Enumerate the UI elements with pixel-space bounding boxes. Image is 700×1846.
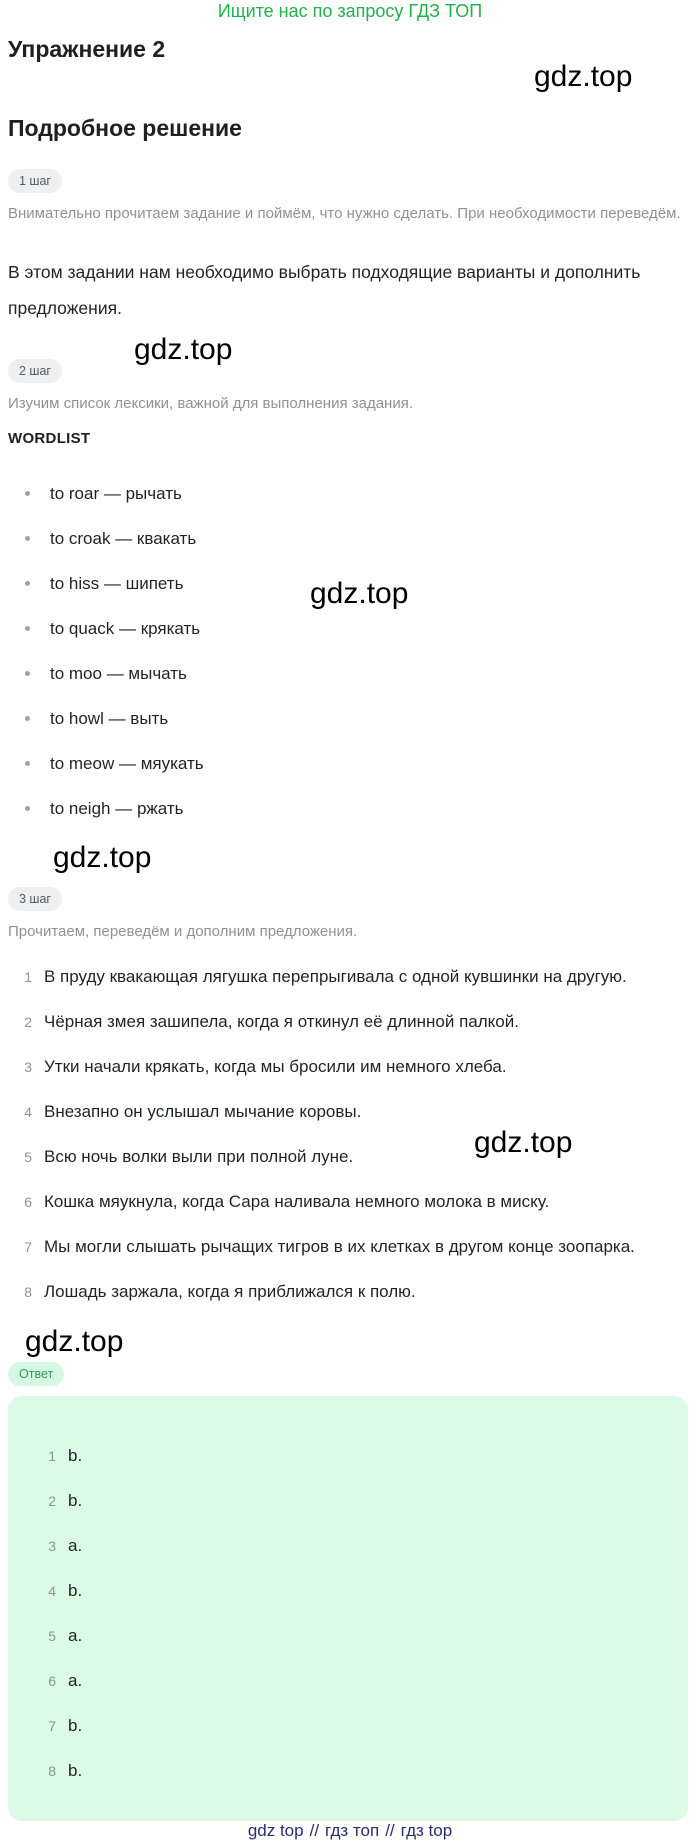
answer-row: 7 b. [48,1716,83,1735]
sentence-row: 7 Мы могли слышать рычащих тигров в их клетках в другом конце зоопарка. [24,1237,635,1256]
footer-links [0,1821,700,1841]
bullet-icon [25,626,30,631]
wordlist-item: to moo — мычать [25,662,187,686]
wordlist-item: to croak — квакать [25,527,196,551]
answer-row: 8 b. [48,1761,83,1780]
wordlist-item: to meow — мяукать [25,752,204,776]
wordlist-item: to neigh — ржать [25,797,184,821]
footer-link[interactable]: гдз топ [325,1821,380,1840]
wordlist-title: WORDLIST [8,430,91,447]
footer-separator: // [309,1821,320,1840]
sentence-row: 2 Чёрная змея зашипела, когда я откинул её длинной палкой. [24,1012,519,1031]
bullet-icon [25,806,30,811]
step-2-hint: Изучим список лексики, важной для выполнения задания. [8,395,414,412]
answer-box [8,1396,688,1821]
wordlist-item: to roar — рычать [25,482,182,506]
exercise-title: Упражнение 2 [8,36,166,62]
watermark: gdz.top [310,577,409,610]
bullet-icon [25,671,30,676]
step-2-badge: 2 шаг [8,359,62,383]
answer-row: 3 a. [48,1536,83,1555]
step-1-hint: Внимательно прочитаем задание и поймём, что нужно сделать. При необходимости переведём. [8,205,681,222]
wordlist-item: to quack — крякать [25,617,200,641]
bullet-icon [25,536,30,541]
watermark: gdz.top [53,841,152,874]
bullet-icon [25,581,30,586]
sentence-row: 3 Утки начали крякать, когда мы бросили им немного хлеба. [24,1057,507,1076]
top-banner[interactable]: Ищите нас по запросу ГДЗ ТОП [217,1,483,21]
sentence-row: 8 Лошадь заржала, когда я приближался к полю. [24,1282,416,1301]
sentence-row: 1 В пруду квакающая лягушка перепрыгивала с одной кувшинки на другую. [24,967,627,986]
step-1-text: В этом задании нам необходимо выбрать подходящие варианты и дополнить предложения. [8,262,641,318]
wordlist-item: to howl — выть [25,707,168,731]
watermark: gdz.top [474,1126,573,1159]
sentence-row: 4 Внезапно он услышал мычание коровы. [24,1102,362,1121]
answer-row: 6 a. [48,1671,83,1690]
wordlist-item: to hiss — шипеть [25,572,183,596]
bullet-icon [25,761,30,766]
bullet-icon [25,716,30,721]
answer-row: 4 b. [48,1581,83,1600]
solution-heading: Подробное решение [8,115,242,141]
step-3-badge: 3 шаг [8,887,62,911]
footer-link[interactable]: гдз top [400,1821,453,1840]
sentence-row: 5 Всю ночь волки выли при полной луне. [24,1147,354,1166]
sentence-row: 6 Кошка мяукнула, когда Сара наливала немного молока в миску. [24,1192,550,1211]
answer-row: 1 b. [48,1446,83,1465]
answer-row: 2 b. [48,1491,83,1510]
footer-link[interactable]: gdz top [247,1821,304,1840]
step-1-badge: 1 шаг [8,169,62,193]
watermark: gdz.top [25,1325,124,1358]
bullet-icon [25,491,30,496]
watermark: gdz.top [534,60,633,93]
footer-separator: // [385,1821,395,1840]
answer-badge: Ответ [8,1362,64,1386]
watermark: gdz.top [134,333,233,366]
answer-row: 5 a. [48,1626,83,1645]
step-3-hint: Прочитаем, переведём и дополним предложения. [8,923,358,940]
